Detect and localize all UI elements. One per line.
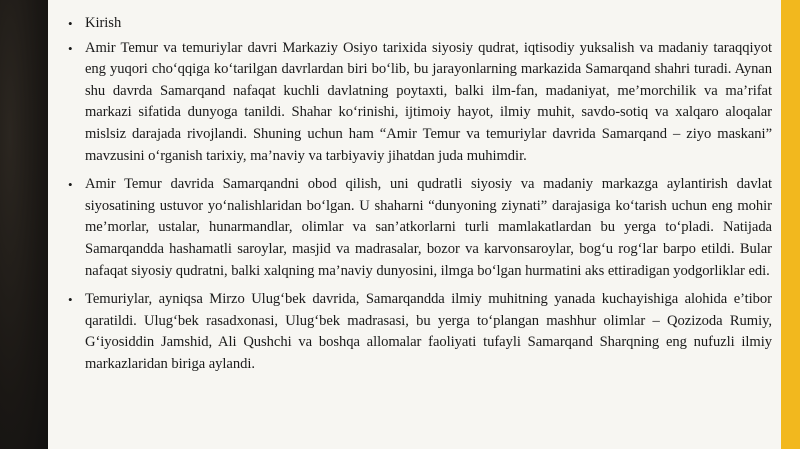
right-accent-band <box>781 0 800 449</box>
bullet-item-amir-temur-era <box>68 174 772 282</box>
bullet-text: Temuriylar, ayniqsa Mirzo Ulug‘bek davrida, Samarqandda ilmiy muhitning yanada kuchayishiga alohida e’tibor qaratildi. Ulug‘bek rasadxonasi, Ulug‘bek madrasasi, bu yerga to‘plangan mashhur olimlar – Qozizoda Rumiy, G‘iyosiddin Jamshid, Ali Qushchi va boshqa allomalar faoliyati tufayli Samarqand Sharqning eng nufuzli ilmiy markazlaridan biriga aylandi. <box>85 291 772 372</box>
left-decorative-band <box>0 0 48 449</box>
bullet-text: Kirish <box>85 15 122 31</box>
bullet-item-heading <box>68 13 772 35</box>
bullet-text: Amir Temur davrida Samarqandni obod qilish, uni qudratli siyosiy va madaniy markazga aylantirish davlat siyosatining ustuvor yo‘nalishlaridan bo‘lgan. U shaharni “dunyoning ziynati” darajasiga ko‘tarish uchun eng mohir me’morlar, ustalar, hunarmandlar, olimlar va san’atkorlarni turli mamlakatlardan bu yerga to‘pladi. Natijada Samarqandda hashamatli saroylar, masjid va madrasalar, bozor va karvonsaroylar, bog‘u rog‘lar barpo etildi. Bular nafaqat siyosiy qudratni, balki xalqning ma’naviy dunyosini, ilmga bo‘lgan hurmatini aks ettiradigan yodgorliklar edi. <box>85 176 772 279</box>
bullet-item-introduction <box>68 38 772 168</box>
bullet-icon: • <box>68 292 73 308</box>
slide-text-body <box>68 13 772 383</box>
bullet-icon: • <box>68 40 73 56</box>
slide-content-area <box>48 0 781 449</box>
bullet-text: Amir Temur va temuriylar davri Markaziy Osiyo tarixida siyosiy qudrat, iqtisodiy yuksalish va madaniy taraqqiyot eng yuqori cho‘qqiga ko‘tarilgan davrlardan biri bo‘lib, bu jarayonlarning markazida Samarqand shahri turadi. Aynan shu davrda Samarqand nafaqat kuchli davlatning poytaxti, balki ilm-fan, madaniyat, me’morchilik va ma’rifat markazi sifatida dunyoga tanildi. Shahar ko‘rinishi, ijtimoiy hayot, ilmiy muhit, savdo-sotiq va xalqaro aloqalar mislsiz darajada rivojlandi. Shuning uchun ham “Amir Temur va temuriylar davrida Samarqand – ziyo maskani” mavzusini o‘rganish tarixiy, ma’naviy va tarbiyaviy jihatdan juda muhimdir. <box>85 39 772 164</box>
bullet-item-timurid-science <box>68 289 772 375</box>
bullet-icon: • <box>68 16 73 31</box>
bullet-icon: • <box>68 177 73 193</box>
bullet-list <box>68 13 772 376</box>
